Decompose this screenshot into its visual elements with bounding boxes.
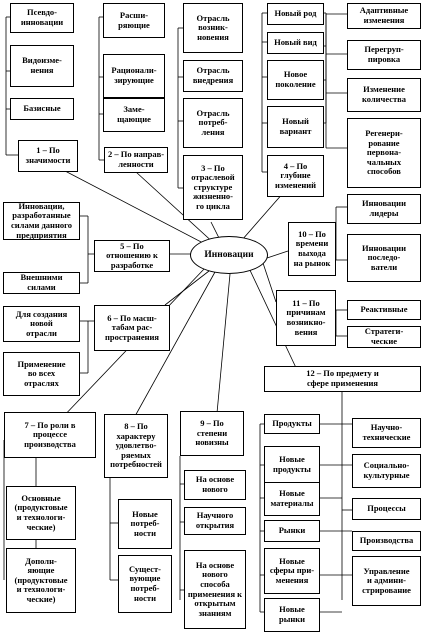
center-node-innovations: Инновации (190, 236, 268, 274)
box-new-variant: Новый вариант (267, 106, 324, 148)
box-group-12-subject-sphere: 12 – По предмету и сфере применения (264, 366, 421, 392)
box-group-9-novelty: 9 – По степени новизны (180, 411, 244, 456)
box-new-needs: Новые потреб- ности (118, 499, 172, 549)
box-markets: Рынки (264, 520, 320, 542)
box-basic: Базисные (10, 98, 74, 120)
box-industry-consumption: Отрасль потреб- ления (183, 98, 243, 148)
box-expanding: Расши- ряющие (103, 3, 165, 38)
box-socio-cultural: Социально- культурные (352, 454, 421, 488)
box-regeneration: Регенери- рование первона- чальных способов (347, 118, 421, 188)
box-group-1-significance: 1 – По значимости (18, 140, 78, 172)
box-strategic: Стратеги- ческие (347, 326, 421, 348)
box-follower-innovations: Инновации последо- ватели (347, 234, 421, 282)
box-products: Продукты (264, 414, 320, 434)
box-group-4-depth: 4 – По глубине изменений (267, 155, 324, 197)
box-new-materials: Новые материалы (264, 482, 320, 516)
box-replacing: Заме- щающие (103, 98, 165, 132)
box-main-innovations: Основные (продуктовые и технологи- ческие) (6, 486, 76, 540)
box-modifications: Видоизме- нения (10, 45, 74, 87)
box-new-products: Новые продукты (264, 446, 320, 484)
box-auxiliary-innovations: Дополн- яющие (продуктовые и технологи- ческие) (6, 548, 76, 613)
box-production: Производства (352, 531, 421, 551)
box-group-6-scale: 6 – По масш- табам рас- пространения (94, 305, 170, 351)
box-quantity-change: Изменение количества (347, 78, 421, 112)
box-scientific-discovery: Научного открытия (184, 507, 246, 535)
box-pseudo-innovations: Псевдо- инновации (10, 3, 74, 33)
box-group-7-production-role: 7 – По роли в процессе производства (4, 412, 96, 458)
box-existing-needs: Сущест- вующие потреб- ности (118, 555, 172, 613)
box-group-10-time-to-market: 10 – По времени выхода на рынок (288, 222, 336, 276)
box-processes: Процессы (352, 498, 421, 520)
box-rationalizing: Рационали- зирующие (103, 54, 165, 98)
box-management: Управление и админи- стрирование (352, 556, 421, 606)
box-group-8-needs: 8 – По характеру удовлетво- ряемых потребностей (104, 414, 168, 478)
box-all-industries: Применение во всех отраслях (3, 352, 80, 396)
box-new-kind: Новый вид (267, 32, 324, 54)
box-new-industry: Для создания новой отрасли (3, 306, 80, 342)
box-new-method: На основе нового способа применения к открытым знаниям (184, 550, 246, 629)
box-group-5-development: 5 – По отношению к разработке (94, 240, 170, 272)
box-group-3-industry-structure: 3 – По отраслевой структуре жизненно- го цикла (183, 155, 243, 220)
box-new-genus: Новый род (267, 3, 324, 25)
box-industry-origin: Отрасль возник- новения (183, 3, 243, 53)
box-industry-introduction: Отрасль внедрения (183, 60, 243, 92)
box-group-2-direction: 2 – По направ- ленности (104, 147, 168, 173)
box-reactive: Реактивные (347, 300, 421, 320)
box-adaptive-changes: Адаптивные изменения (347, 3, 421, 29)
box-new-generation: Новое поколение (267, 60, 324, 100)
box-leader-innovations: Инновации лидеры (347, 194, 421, 224)
box-new-spheres: Новые сферы при- менения (264, 548, 320, 594)
box-based-on-new: На основе нового (184, 470, 246, 500)
box-in-house-innovations: Инновации, разработанные силами данного предприятия (3, 202, 80, 240)
box-group-11-causes: 11 – По причинам возникно- вения (276, 290, 336, 346)
box-new-markets: Новые рынки (264, 598, 320, 632)
box-scientific-technical: Научно- технические (352, 418, 421, 448)
box-external-forces: Внешними силами (3, 272, 80, 294)
box-regrouping: Перегруп- пировка (347, 40, 421, 70)
